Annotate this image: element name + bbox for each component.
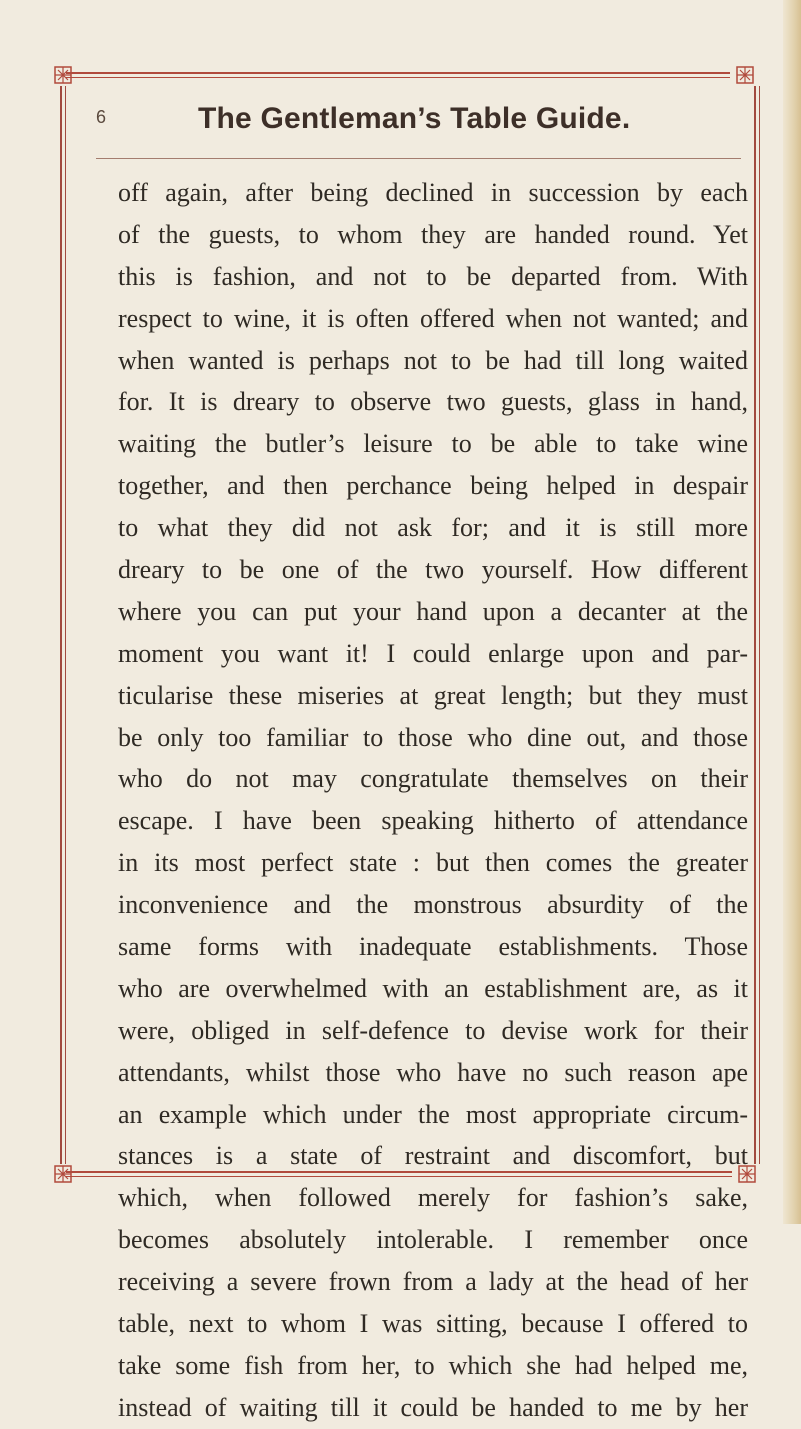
text-line: for. It is dreary to observe two guests, glass in hand, (118, 387, 748, 417)
text-line: which, when followed merely for fashion’s sake, (118, 1183, 748, 1213)
page-edge (783, 0, 801, 1224)
text-line: receiving a severe frown from a lady at the head of her (118, 1267, 748, 1297)
text-line: when wanted is perhaps not to be had till long waited (118, 345, 748, 375)
text-line: together, and then perchance being helped in despair (118, 471, 748, 501)
text-line: be only too familiar to those who dine out, and those (118, 722, 748, 752)
body-text (118, 172, 748, 1429)
frame-top-rule-inner (66, 77, 730, 78)
text-line: where you can put your hand upon a decanter at the (118, 596, 748, 626)
corner-ornament-icon (53, 65, 73, 85)
text-line: respect to wine, it is often offered when not wanted; and (118, 303, 748, 333)
text-line: to what they did not ask for; and it is still more (118, 513, 748, 543)
text-line: table, next to whom I was sitting, because I offered to (118, 1309, 748, 1339)
text-line: escape. I have been speaking hitherto of attendance (118, 806, 748, 836)
text-line: attendants, whilst those who have no such reason ape (118, 1057, 748, 1087)
text-line: ticularise these miseries at great length; but they must (118, 680, 748, 710)
text-line: were, obliged in self-defence to devise work for their (118, 1015, 748, 1045)
frame-right-rule (754, 86, 756, 1164)
text-line: instead of waiting till it could be handed to me by her (118, 1392, 748, 1422)
text-line: of the guests, to whom they are handed round. Yet (118, 219, 748, 249)
corner-ornament-icon (735, 65, 755, 85)
text-line: who are overwhelmed with an establishment are, as it (118, 973, 748, 1003)
frame-right-rule-inner (759, 86, 760, 1164)
text-line: an example which under the most appropriate circum- (118, 1099, 748, 1129)
frame-left-rule-inner (65, 86, 66, 1164)
text-line: in its most perfect state : but then comes the greater (118, 848, 748, 878)
text-line: same forms with inadequate establishments. Those (118, 932, 748, 962)
frame-top-rule (66, 72, 730, 74)
running-title: The Gentleman’s Table Guide. (198, 102, 631, 135)
text-line: becomes absolutely intolerable. I remember once (118, 1225, 748, 1255)
text-line: dreary to be one of the two yourself. How different (118, 555, 748, 585)
header-rule (96, 158, 741, 159)
corner-ornament-icon (53, 1164, 73, 1184)
text-line: who do not may congratulate themselves on their (118, 764, 748, 794)
text-line: inconvenience and the monstrous absurdity of the (118, 890, 748, 920)
text-line: take some fish from her, to which she had helped me, (118, 1350, 748, 1380)
page-number: 6 (96, 107, 107, 127)
text-line: moment you want it! I could enlarge upon and par- (118, 638, 748, 668)
text-line: off again, after being declined in succession by each (118, 178, 748, 207)
frame-left-rule (60, 86, 62, 1164)
text-line: stances is a state of restraint and discomfort, but (118, 1141, 748, 1171)
text-line: waiting the butler’s leisure to be able to take wine (118, 429, 748, 459)
text-line: this is fashion, and not to be departed from. With (118, 261, 748, 291)
